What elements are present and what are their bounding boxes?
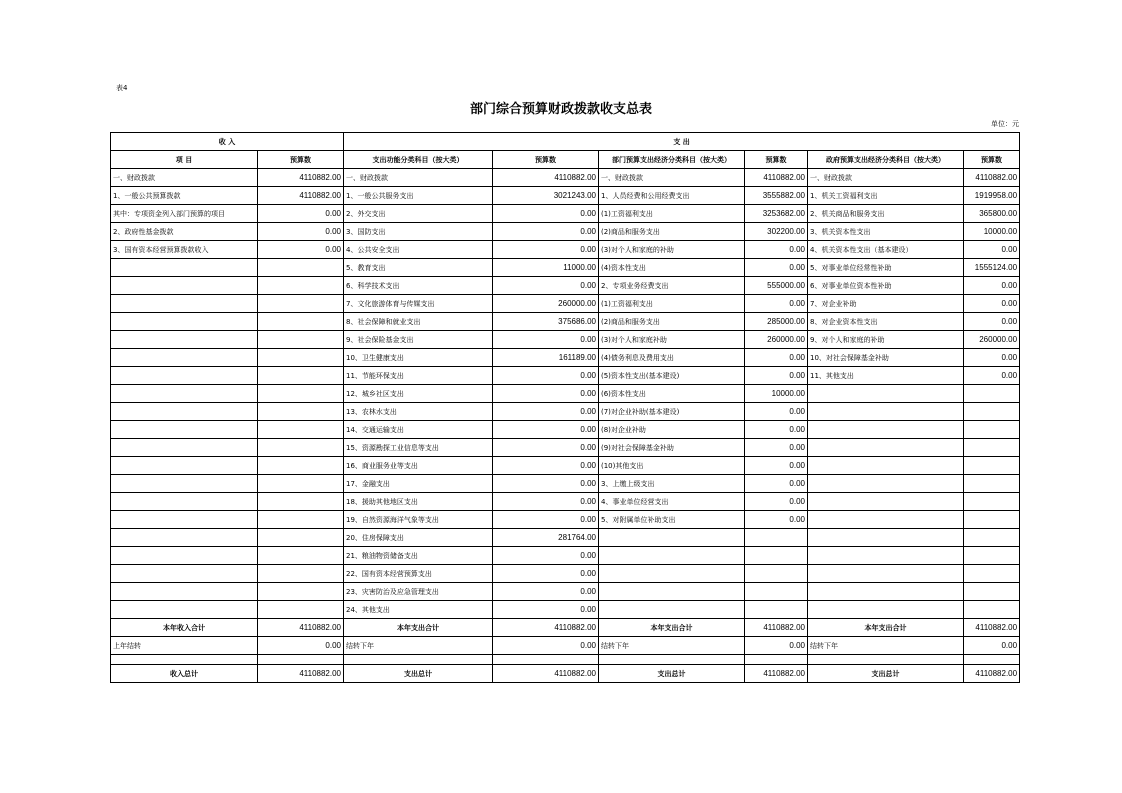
income-item-cell (111, 385, 258, 403)
gov-economic-amount-cell (964, 565, 1020, 583)
gov-economic-item-cell: 11、其他支出 (808, 367, 964, 385)
expense-grand-label: 支出总计 (344, 665, 493, 683)
income-item-cell: 其中：专项资金列入部门预算的项目 (111, 205, 258, 223)
functional-amount-cell: 0.00 (493, 493, 599, 511)
income-item-cell (111, 403, 258, 421)
income-amount-cell (258, 493, 344, 511)
income-amount-cell (258, 259, 344, 277)
gov-economic-item-cell: 8、对企业资本性支出 (808, 313, 964, 331)
income-item-cell (111, 277, 258, 295)
expense-total-label: 本年支出合计 (599, 619, 745, 637)
gov-economic-amount-cell: 0.00 (964, 295, 1020, 313)
table-row (111, 565, 1020, 583)
gov-economic-item-cell (808, 439, 964, 457)
dept-economic-item-cell: 1、人员经费和公用经费支出 (599, 187, 745, 205)
income-section-header: 收 入 (111, 133, 344, 151)
dept-economic-item-cell: (3)对个人和家庭补助 (599, 331, 745, 349)
gov-economic-amount-cell: 0.00 (964, 241, 1020, 259)
income-item-cell (111, 511, 258, 529)
functional-item-cell: 10、卫生健康支出 (344, 349, 493, 367)
dept-economic-item-cell: (1)工资福利支出 (599, 205, 745, 223)
functional-amount-cell: 0.00 (493, 223, 599, 241)
gov-economic-amount-cell (964, 439, 1020, 457)
next-carryover-label: 结转下年 (344, 637, 493, 655)
income-amount-cell (258, 331, 344, 349)
page-title: 部门综合预算财政拨款收支总表 (469, 102, 652, 117)
expense-total-value: 4110882.00 (493, 619, 599, 637)
income-amount-cell (258, 385, 344, 403)
income-item-cell (111, 259, 258, 277)
dept-economic-item-cell (599, 529, 745, 547)
dept-economic-amount-cell: 0.00 (745, 367, 808, 385)
next-carryover-value: 0.00 (493, 637, 599, 655)
functional-item-cell: 20、住房保障支出 (344, 529, 493, 547)
col-header-dept-economic: 部门预算支出经济分类科目（按大类） (599, 151, 745, 169)
dept-economic-item-cell: (1)工资福利支出 (599, 295, 745, 313)
dept-economic-amount-cell: 10000.00 (745, 385, 808, 403)
gov-economic-item-cell (808, 457, 964, 475)
dept-economic-amount-cell: 555000.00 (745, 277, 808, 295)
table-row (111, 259, 1020, 277)
income-item-cell (111, 367, 258, 385)
dept-economic-item-cell: (8)对企业补助 (599, 421, 745, 439)
gov-economic-amount-cell (964, 493, 1020, 511)
functional-item-cell: 6、科学技术支出 (344, 277, 493, 295)
income-item-cell (111, 439, 258, 457)
functional-amount-cell: 0.00 (493, 403, 599, 421)
dept-economic-amount-cell: 0.00 (745, 421, 808, 439)
income-amount-cell (258, 457, 344, 475)
functional-amount-cell: 0.00 (493, 511, 599, 529)
gov-economic-amount-cell: 0.00 (964, 277, 1020, 295)
functional-item-cell: 3、国防支出 (344, 223, 493, 241)
dept-economic-amount-cell: 0.00 (745, 457, 808, 475)
income-amount-cell: 0.00 (258, 205, 344, 223)
expense-grand-value: 4110882.00 (493, 665, 599, 683)
functional-item-cell: 4、公共安全支出 (344, 241, 493, 259)
dept-economic-item-cell: (7)对企业补助(基本建设) (599, 403, 745, 421)
income-item-cell (111, 565, 258, 583)
functional-item-cell: 21、粮油物资储备支出 (344, 547, 493, 565)
dept-economic-amount-cell: 0.00 (745, 403, 808, 421)
functional-item-cell: 2、外交支出 (344, 205, 493, 223)
gov-economic-item-cell: 一、财政拨款 (808, 169, 964, 187)
col-header-budget: 预算数 (258, 151, 344, 169)
dept-economic-amount-cell (745, 547, 808, 565)
income-amount-cell (258, 439, 344, 457)
income-amount-cell (258, 403, 344, 421)
functional-item-cell: 一、财政拨款 (344, 169, 493, 187)
income-item-cell (111, 475, 258, 493)
table-row (111, 295, 1020, 313)
income-item-cell: 3、国有资本经营预算拨款收入 (111, 241, 258, 259)
functional-amount-cell: 0.00 (493, 583, 599, 601)
income-item-cell (111, 583, 258, 601)
expense-grand-value: 4110882.00 (745, 665, 808, 683)
income-item-cell (111, 349, 258, 367)
income-amount-cell: 4110882.00 (258, 187, 344, 205)
col-header-functional: 支出功能分类科目（按大类） (344, 151, 493, 169)
functional-item-cell: 24、其他支出 (344, 601, 493, 619)
income-item-cell (111, 547, 258, 565)
income-amount-cell: 0.00 (258, 223, 344, 241)
dept-economic-amount-cell: 0.00 (745, 241, 808, 259)
table-row (111, 475, 1020, 493)
gov-economic-amount-cell (964, 403, 1020, 421)
functional-amount-cell: 0.00 (493, 565, 599, 583)
income-item-cell (111, 457, 258, 475)
expense-total-label: 本年支出合计 (344, 619, 493, 637)
income-amount-cell (258, 277, 344, 295)
budget-table (110, 132, 1020, 683)
functional-amount-cell: 4110882.00 (493, 169, 599, 187)
functional-amount-cell: 375686.00 (493, 313, 599, 331)
table-row (111, 349, 1020, 367)
gov-economic-item-cell (808, 547, 964, 565)
income-amount-cell (258, 475, 344, 493)
gov-economic-amount-cell: 1919958.00 (964, 187, 1020, 205)
functional-item-cell: 18、援助其他地区支出 (344, 493, 493, 511)
dept-economic-item-cell: (2)商品和服务支出 (599, 313, 745, 331)
gov-economic-amount-cell: 0.00 (964, 367, 1020, 385)
dept-economic-amount-cell (745, 583, 808, 601)
dept-economic-amount-cell: 302200.00 (745, 223, 808, 241)
gov-economic-amount-cell (964, 421, 1020, 439)
dept-economic-item-cell: (6)资本性支出 (599, 385, 745, 403)
gov-economic-amount-cell (964, 583, 1020, 601)
income-item-cell (111, 331, 258, 349)
gov-economic-item-cell (808, 421, 964, 439)
functional-amount-cell: 0.00 (493, 385, 599, 403)
table-row (111, 313, 1020, 331)
functional-amount-cell: 0.00 (493, 475, 599, 493)
dept-economic-item-cell: (3)对个人和家庭的补助 (599, 241, 745, 259)
table-row (111, 385, 1020, 403)
income-amount-cell (258, 313, 344, 331)
dept-economic-item-cell: 3、上缴上级支出 (599, 475, 745, 493)
dept-economic-item-cell: (4)债务利息及费用支出 (599, 349, 745, 367)
income-grand-label: 收入总计 (111, 665, 258, 683)
gov-economic-item-cell (808, 385, 964, 403)
functional-item-cell: 12、城乡社区支出 (344, 385, 493, 403)
functional-item-cell: 23、灾害防治及应急管理支出 (344, 583, 493, 601)
gov-economic-item-cell (808, 529, 964, 547)
col-header-gov-economic: 政府预算支出经济分类科目（按大类） (808, 151, 964, 169)
unit-label: 单位：元 (991, 120, 1019, 128)
functional-amount-cell: 0.00 (493, 331, 599, 349)
dept-economic-amount-cell: 0.00 (745, 349, 808, 367)
income-amount-cell (258, 367, 344, 385)
dept-economic-amount-cell: 0.00 (745, 439, 808, 457)
dept-economic-item-cell (599, 583, 745, 601)
dept-economic-amount-cell: 0.00 (745, 259, 808, 277)
functional-amount-cell: 0.00 (493, 601, 599, 619)
gov-economic-amount-cell: 1555124.00 (964, 259, 1020, 277)
gov-economic-amount-cell (964, 457, 1020, 475)
functional-amount-cell: 11000.00 (493, 259, 599, 277)
income-amount-cell (258, 511, 344, 529)
expense-grand-value: 4110882.00 (964, 665, 1020, 683)
dept-economic-amount-cell (745, 565, 808, 583)
dept-economic-amount-cell: 3253682.00 (745, 205, 808, 223)
dept-economic-item-cell: (4)资本性支出 (599, 259, 745, 277)
gov-economic-item-cell: 10、对社会保障基金补助 (808, 349, 964, 367)
gov-economic-item-cell: 6、对事业单位资本性补助 (808, 277, 964, 295)
gov-economic-item-cell (808, 583, 964, 601)
dept-economic-item-cell: 4、事业单位经营支出 (599, 493, 745, 511)
next-carryover-label: 结转下年 (808, 637, 964, 655)
functional-amount-cell: 0.00 (493, 547, 599, 565)
gov-economic-item-cell (808, 475, 964, 493)
gov-economic-item-cell: 3、机关资本性支出 (808, 223, 964, 241)
expense-total-value: 4110882.00 (964, 619, 1020, 637)
gov-economic-amount-cell (964, 601, 1020, 619)
dept-economic-item-cell: 一、财政拨款 (599, 169, 745, 187)
next-carryover-value: 0.00 (745, 637, 808, 655)
dept-economic-amount-cell: 285000.00 (745, 313, 808, 331)
expense-total-label: 本年支出合计 (808, 619, 964, 637)
table-row (111, 511, 1020, 529)
gov-economic-amount-cell: 0.00 (964, 313, 1020, 331)
gov-economic-amount-cell (964, 511, 1020, 529)
dept-economic-amount-cell (745, 601, 808, 619)
gov-economic-amount-cell (964, 475, 1020, 493)
header-row-columns (111, 151, 1020, 169)
table-row (111, 241, 1020, 259)
income-item-cell (111, 421, 258, 439)
income-amount-cell (258, 349, 344, 367)
expenditure-section-header: 支 出 (344, 133, 1020, 151)
functional-amount-cell: 3021243.00 (493, 187, 599, 205)
gov-economic-item-cell: 2、机关商品和服务支出 (808, 205, 964, 223)
dept-economic-amount-cell: 0.00 (745, 493, 808, 511)
functional-item-cell: 9、社会保险基金支出 (344, 331, 493, 349)
income-item-cell: 2、政府性基金拨款 (111, 223, 258, 241)
functional-amount-cell: 0.00 (493, 277, 599, 295)
dept-economic-item-cell (599, 565, 745, 583)
gov-economic-amount-cell (964, 547, 1020, 565)
dept-economic-item-cell: (9)对社会保障基金补助 (599, 439, 745, 457)
functional-amount-cell: 0.00 (493, 205, 599, 223)
next-carryover-label: 结转下年 (599, 637, 745, 655)
grand-total-row (111, 665, 1020, 683)
totals-row (111, 619, 1020, 637)
dept-economic-item-cell: 5、对附属单位补助支出 (599, 511, 745, 529)
dept-economic-item-cell: (5)资本性支出(基本建设) (599, 367, 745, 385)
functional-item-cell: 13、农林水支出 (344, 403, 493, 421)
carryover-row (111, 637, 1020, 655)
gov-economic-item-cell: 1、机关工资福利支出 (808, 187, 964, 205)
col-header-budget: 预算数 (964, 151, 1020, 169)
income-item-cell (111, 295, 258, 313)
table-id: 表4 (116, 84, 128, 92)
col-header-budget: 预算数 (493, 151, 599, 169)
table-row (111, 331, 1020, 349)
table-row (111, 421, 1020, 439)
dept-economic-item-cell (599, 547, 745, 565)
functional-item-cell: 17、金融支出 (344, 475, 493, 493)
header-row-sections (111, 133, 1020, 151)
functional-item-cell: 7、文化旅游体育与传媒支出 (344, 295, 493, 313)
income-item-cell: 1、一般公共预算拨款 (111, 187, 258, 205)
table-row (111, 583, 1020, 601)
table-row (111, 187, 1020, 205)
functional-item-cell: 1、一般公共服务支出 (344, 187, 493, 205)
functional-amount-cell: 161189.00 (493, 349, 599, 367)
income-amount-cell: 0.00 (258, 241, 344, 259)
table-row (111, 547, 1020, 565)
dept-economic-item-cell: (10)其他支出 (599, 457, 745, 475)
dept-economic-amount-cell: 260000.00 (745, 331, 808, 349)
dept-economic-amount-cell: 0.00 (745, 511, 808, 529)
gov-economic-item-cell: 7、对企业补助 (808, 295, 964, 313)
table-row (111, 529, 1020, 547)
table-row (111, 601, 1020, 619)
functional-amount-cell: 0.00 (493, 457, 599, 475)
table-row (111, 205, 1020, 223)
functional-item-cell: 11、节能环保支出 (344, 367, 493, 385)
functional-amount-cell: 0.00 (493, 241, 599, 259)
functional-amount-cell: 0.00 (493, 421, 599, 439)
gov-economic-amount-cell: 4110882.00 (964, 169, 1020, 187)
functional-amount-cell: 260000.00 (493, 295, 599, 313)
functional-item-cell: 5、教育支出 (344, 259, 493, 277)
table-row (111, 457, 1020, 475)
income-amount-cell (258, 547, 344, 565)
income-total-value: 4110882.00 (258, 619, 344, 637)
income-amount-cell (258, 421, 344, 439)
income-amount-cell (258, 583, 344, 601)
expense-grand-label: 支出总计 (808, 665, 964, 683)
expense-total-value: 4110882.00 (745, 619, 808, 637)
income-item-cell (111, 313, 258, 331)
dept-economic-amount-cell: 0.00 (745, 295, 808, 313)
gov-economic-item-cell (808, 493, 964, 511)
table-row (111, 367, 1020, 385)
table-row (111, 223, 1020, 241)
functional-amount-cell: 0.00 (493, 367, 599, 385)
gov-economic-item-cell: 9、对个人和家庭的补助 (808, 331, 964, 349)
dept-economic-item-cell: 2、专项业务经费支出 (599, 277, 745, 295)
table-row (111, 169, 1020, 187)
functional-amount-cell: 281764.00 (493, 529, 599, 547)
gov-economic-amount-cell (964, 385, 1020, 403)
functional-amount-cell: 0.00 (493, 439, 599, 457)
income-item-cell (111, 601, 258, 619)
prev-carryover-value: 0.00 (258, 637, 344, 655)
functional-item-cell: 16、商业服务业等支出 (344, 457, 493, 475)
next-carryover-value: 0.00 (964, 637, 1020, 655)
gov-economic-item-cell (808, 511, 964, 529)
col-header-budget: 预算数 (745, 151, 808, 169)
dept-economic-amount-cell: 0.00 (745, 475, 808, 493)
spacer-row (111, 655, 1020, 665)
gov-economic-item-cell: 4、机关资本性支出（基本建设） (808, 241, 964, 259)
gov-economic-amount-cell (964, 529, 1020, 547)
gov-economic-amount-cell: 10000.00 (964, 223, 1020, 241)
table-row (111, 403, 1020, 421)
income-item-cell: 一、财政拨款 (111, 169, 258, 187)
table-row (111, 493, 1020, 511)
income-grand-value: 4110882.00 (258, 665, 344, 683)
functional-item-cell: 14、交通运输支出 (344, 421, 493, 439)
table-row (111, 277, 1020, 295)
dept-economic-item-cell: (2)商品和服务支出 (599, 223, 745, 241)
gov-economic-amount-cell: 0.00 (964, 349, 1020, 367)
gov-economic-item-cell (808, 403, 964, 421)
income-item-cell (111, 493, 258, 511)
prev-carryover-label: 上年结转 (111, 637, 258, 655)
gov-economic-item-cell: 5、对事业单位经常性补助 (808, 259, 964, 277)
col-header-item: 项 目 (111, 151, 258, 169)
income-amount-cell (258, 601, 344, 619)
expense-grand-label: 支出总计 (599, 665, 745, 683)
gov-economic-amount-cell: 365800.00 (964, 205, 1020, 223)
income-amount-cell (258, 295, 344, 313)
income-total-label: 本年收入合计 (111, 619, 258, 637)
income-amount-cell: 4110882.00 (258, 169, 344, 187)
gov-economic-amount-cell: 260000.00 (964, 331, 1020, 349)
dept-economic-item-cell (599, 601, 745, 619)
dept-economic-amount-cell (745, 529, 808, 547)
income-amount-cell (258, 529, 344, 547)
gov-economic-item-cell (808, 565, 964, 583)
dept-economic-amount-cell: 3555882.00 (745, 187, 808, 205)
income-item-cell (111, 529, 258, 547)
table-row (111, 439, 1020, 457)
gov-economic-item-cell (808, 601, 964, 619)
functional-item-cell: 8、社会保障和就业支出 (344, 313, 493, 331)
functional-item-cell: 15、资源勘探工业信息等支出 (344, 439, 493, 457)
functional-item-cell: 22、国有资本经营预算支出 (344, 565, 493, 583)
income-amount-cell (258, 565, 344, 583)
dept-economic-amount-cell: 4110882.00 (745, 169, 808, 187)
functional-item-cell: 19、自然资源海洋气象等支出 (344, 511, 493, 529)
